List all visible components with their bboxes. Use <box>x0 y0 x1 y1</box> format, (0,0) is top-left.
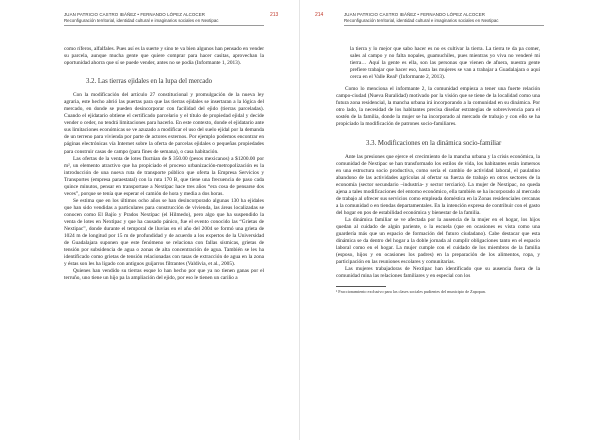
running-head-authors: JUAN PATRICIO CASTRO IBÁÑEZ • FERNANDO LÓPEZ ALCOCER <box>344 12 485 17</box>
paragraph: Ante las presiones que ejerce el crecimiento de la mancha urbana y la crisis económica, la comunidad de Nextipac se han transformado los estilos de vida, los habitantes están inmersos en una estructura socio productiva, como sería el cambio de actividad laboral, el paulatino abandono de las actividades agrícolas al ofertar su fuerza de trabajo en otros sectores de la economía (sector secundario –industria- y sector terciario). La mujer de Nextipac, no queda ajena a tales modificaciones del entorno económico, ella también se ha incorporado al mercado de trabajo al ofrecer sus servicios como empleada doméstica en la Zonas residenciales cercanas a la comunidad o en tiendas departamentales. En la intención expresa de contribuir con el gasto del hogar en pos de estabilidad económica y bienestar de la familia. <box>336 153 541 216</box>
paragraph: La dinámica familiar se ve afectada por la ausencia de la mujer en el hogar, los hijos quedan al cuidado de algún pariente, o la escuela (que en ocasiones es vista como una guardería más que un espacio de formación del futuro ciudadano). Cabe destacar que esta dinámica se da dentro del hogar a la doble jornada al cumplir obligaciones tanto en el espacio laboral como en el hogar. La mujer cumple con el cuidado de los miembros de la familia (esposo, hijos y en ocasiones los padres) en la preparación de los alimentos, ropa, y participación en las reuniones escolares y comunitarias. <box>336 216 540 266</box>
right-page-header <box>344 12 544 26</box>
left-page-header <box>64 12 264 26</box>
page-number: 213 <box>270 12 279 18</box>
section-heading: 3.2. Las tierras ejidales en la lupa del mercado <box>86 78 213 86</box>
section-heading: 3.3. Modificaciones en la dinámica socio-familiar <box>366 139 502 147</box>
paragraph: Las ofertas de la venta de lotes fluctúan de $ 350.00 (pesos mexicanos) a $1200.00 por m², un elemento atractivo que ha propiciado el proceso urbanización-metropolización es la introducción de una nueva ruta de transporte público que oferta la Empresa Servicios y Transportes (empresa paraestatal) con la ruta 170 B, que tiene una frecuencia de paso cada quince minutos, pensar en transportase a Nextipac hace tres años “era cosa de pensarse dos veces”, porque se tenía que esperar el camión de hora y media a dos horas. <box>64 155 264 197</box>
paragraph: Las mujeres trabajadoras de Nextipac han identificado que su ausencia fuera de la comunidad mina las relaciones familiares y en especial con los <box>336 266 540 280</box>
paragraph: Con la modificación del artículo 27 constitucional y promulgación de la nueva ley agraria, este hecho abrió las puertas para que las tierras ejidales se insertaran a la lógica del mercado, en donde se pueden desincorporar con facilidad del ejido (tierras parceladas). Cuando el ejidatario obtiene el certificado parcelario y el título de propiedad ejidal y decide vender o ceder, no tendrá limitaciones para hacerlo. En este contexto, donde el ejidatario ante sus limitaciones económicas se ve azuzado a modificar el uso del suelo ejidal por la demanda de un terreno para vivienda por parte de actores externos. Por ejemplo podemos encontrar en páginas electrónicas vía Internet sobre la oferta de parcelas ejidales o pequeñas propiedades para construir casas de campo (para fines de semana), o casa habitación. <box>64 92 264 155</box>
right-page <box>300 0 600 440</box>
right-column <box>336 46 540 295</box>
header-rule <box>64 25 264 26</box>
block-quote: como ríferos, alfalfales. Pues así es la suerte y sino te va bien algunos han pensado en vender su parcela, aunque mucha gente que quiere comprar para hacer casitas, aprovechan la oportunidad ahorra que sí se puede vender, antes no se podía (Informante 1, 2013). <box>64 46 264 67</box>
left-column <box>64 46 264 282</box>
paragraph: Quienes han vendido su tierras esque lo han hecho por que ya no tienen ganas por el terruño, uno tiene un hijo pa la ampliación del ejido, por eso le tienen un cariño a <box>64 268 264 282</box>
block-quote: la tierra y lo mejor que sabo hacer es no es cultivar la tierra. La tierra te da pa comer, sales al campo y no falta nopales, guamuchiles, pues mientras yo viva no venderé mi tierra… Aquí la gente es ella, son las personas que vienen de afuera, nuestra gente prefiere trabajar que hacer eso, hasta las mujeres se van a trabajar a Guadalajara o aquí cerca en el Valle Real¹ (Informante 2, 2013). <box>350 46 540 81</box>
header-rule <box>344 25 544 26</box>
footnote-rule <box>336 286 386 287</box>
paragraph: Como lo menciona el informante 2, la comunidad empieza a tener una fuerte relación campo-ciudad (Nueva Ruralidad) motivado por la visión que se tiene de la localidad como una futura zona residencial, la mancha urbana irá incorporando a la comunidad en su dinámica. Por otro lado, la necesidad de los habitantes precisa diseñar estrategias de sobrevivencia para el sostén de la familia, donde la mujer se ha incorporado al mercado de trabajo y con ello se ha propiciado la modificación de patrones socio-familiares. <box>336 86 540 128</box>
paragraph: Se estima que en los últimos ocho años se han desincorporado algunas 130 ha ejidales que han sido vendidas a particulares para construcción de vivienda, las áreas localizadas se conocen como El Bajío y Prados Nextipac (el Hilmedo), pero algo que ha suspendido la venta de lotes en Nextipac y que ha causado pánico, fue el evento conocido las “Grietas de Nextipac”, donde durante el temporal de lluvias en el año del 2004 se formó una grieta de 1024 m de longitud por 15 m de profundidad y de acuerdo a los expertos de la Universidad de Guadalajara suponen que este fenómeno se relaciona con fallas sísmicas, grietas de tensión por subsidencia de agua o zonas de alta concentración de agua. También se les ha identificado como grietas de tensión relacionadas con tasas de extracción de agua en la zona y éstas son les ha ligado con antiguos guijarros filtrantes (Valdivia, et al., 2005). <box>64 197 264 268</box>
footnote: ¹ Fraccionamiento exclusivo para las clases sociales pudientes del municipio de Zapopan. <box>336 289 486 295</box>
running-head-title: Reconfiguración territorial, identidad cultural e imaginarios sociales en Nextipac <box>344 18 499 23</box>
running-head-authors: JUAN PATRICIO CASTRO IBÁÑEZ • FERNANDO LÓPEZ ALCOCER <box>64 12 205 17</box>
page-number: 214 <box>315 12 324 18</box>
running-head-title: Reconfiguración territorial, identidad cultural e imaginarios sociales en Nextipac <box>64 18 219 23</box>
